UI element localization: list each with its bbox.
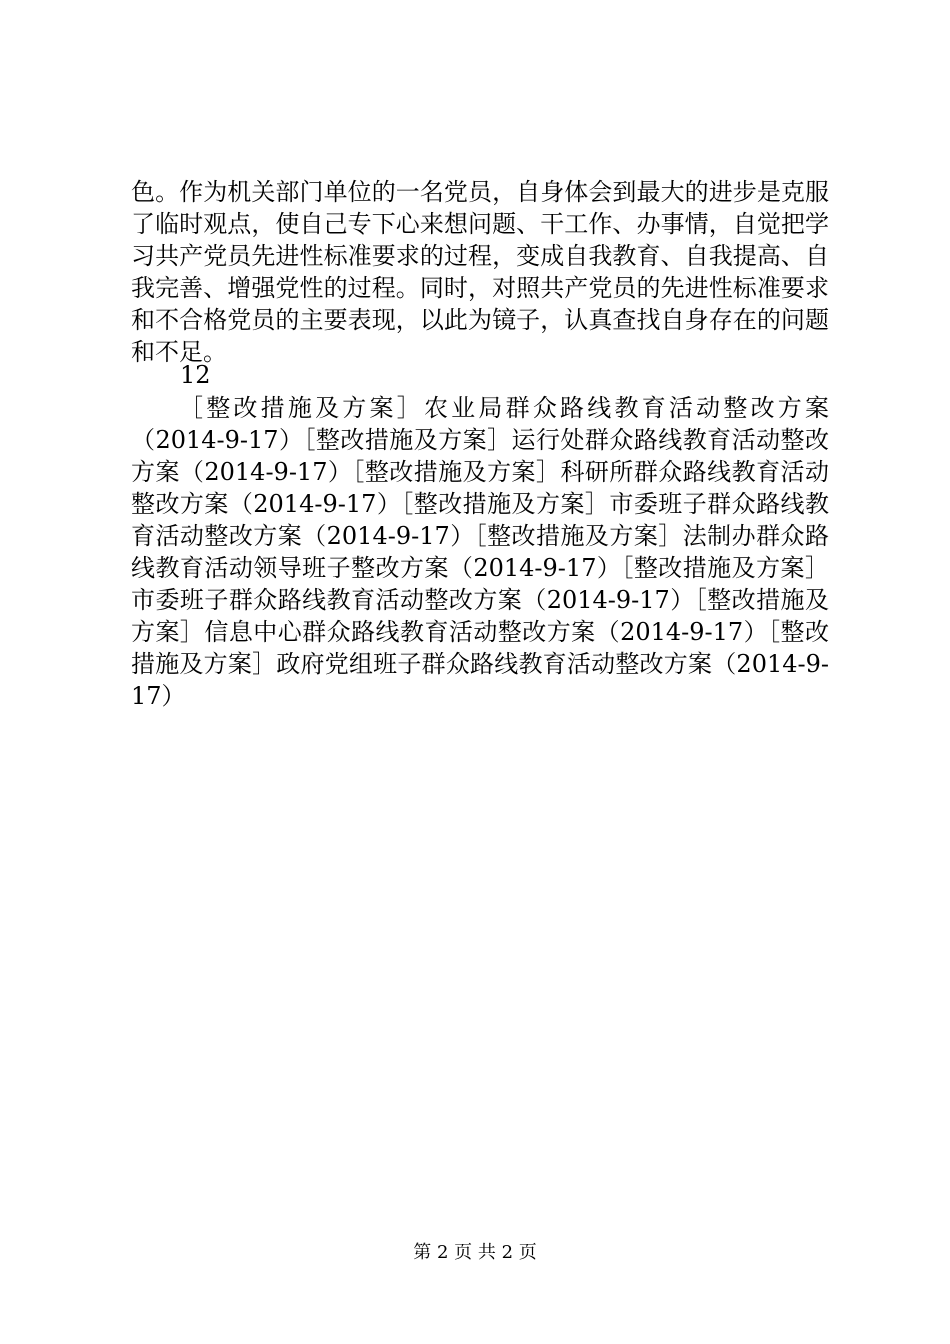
body-paragraph-1: 色。作为机关部门单位的一名党员，自身体会到最大的进步是克服了临时观点，使自己专下心来想问题、干工作、办事情，自觉把学习共产党员先进性标准要求的过程，变成自我教育、自我提高、自我完善、增强党性的过程。同时，对照共产党员的先进性标准要求和不合格党员的主要表现，以此为镜子，认真查找自身存在的问题和不足。 (131, 178, 829, 366)
body-paragraph-2: ［整改措施及方案］农业局群众路线教育活动整改方案（2014-9-17）［整改措施及方案］运行处群众路线教育活动整改方案（2014-9-17）［整改措施及方案］科研所群众路线教育活动整改方案（2014-9-17）［整改措施及方案］市委班子群众路线教育活动整改方案（2014-9-17）［整改措施及方案］法制办群众路线教育活动领导班子整改方案（2014-9-17）［整改措施及方案］市委班子群众路线教育活动整改方案（2014-9-17）［整改措施及方案］信息中心群众路线教育活动整改方案（2014-9-17）［整改措施及方案］政府党组班子群众路线教育活动整改方案（2014-9-17） (131, 394, 829, 710)
page-footer: 第 2 页 共 2 页 (413, 1242, 537, 1263)
inline-number: 12 (180, 361, 211, 389)
